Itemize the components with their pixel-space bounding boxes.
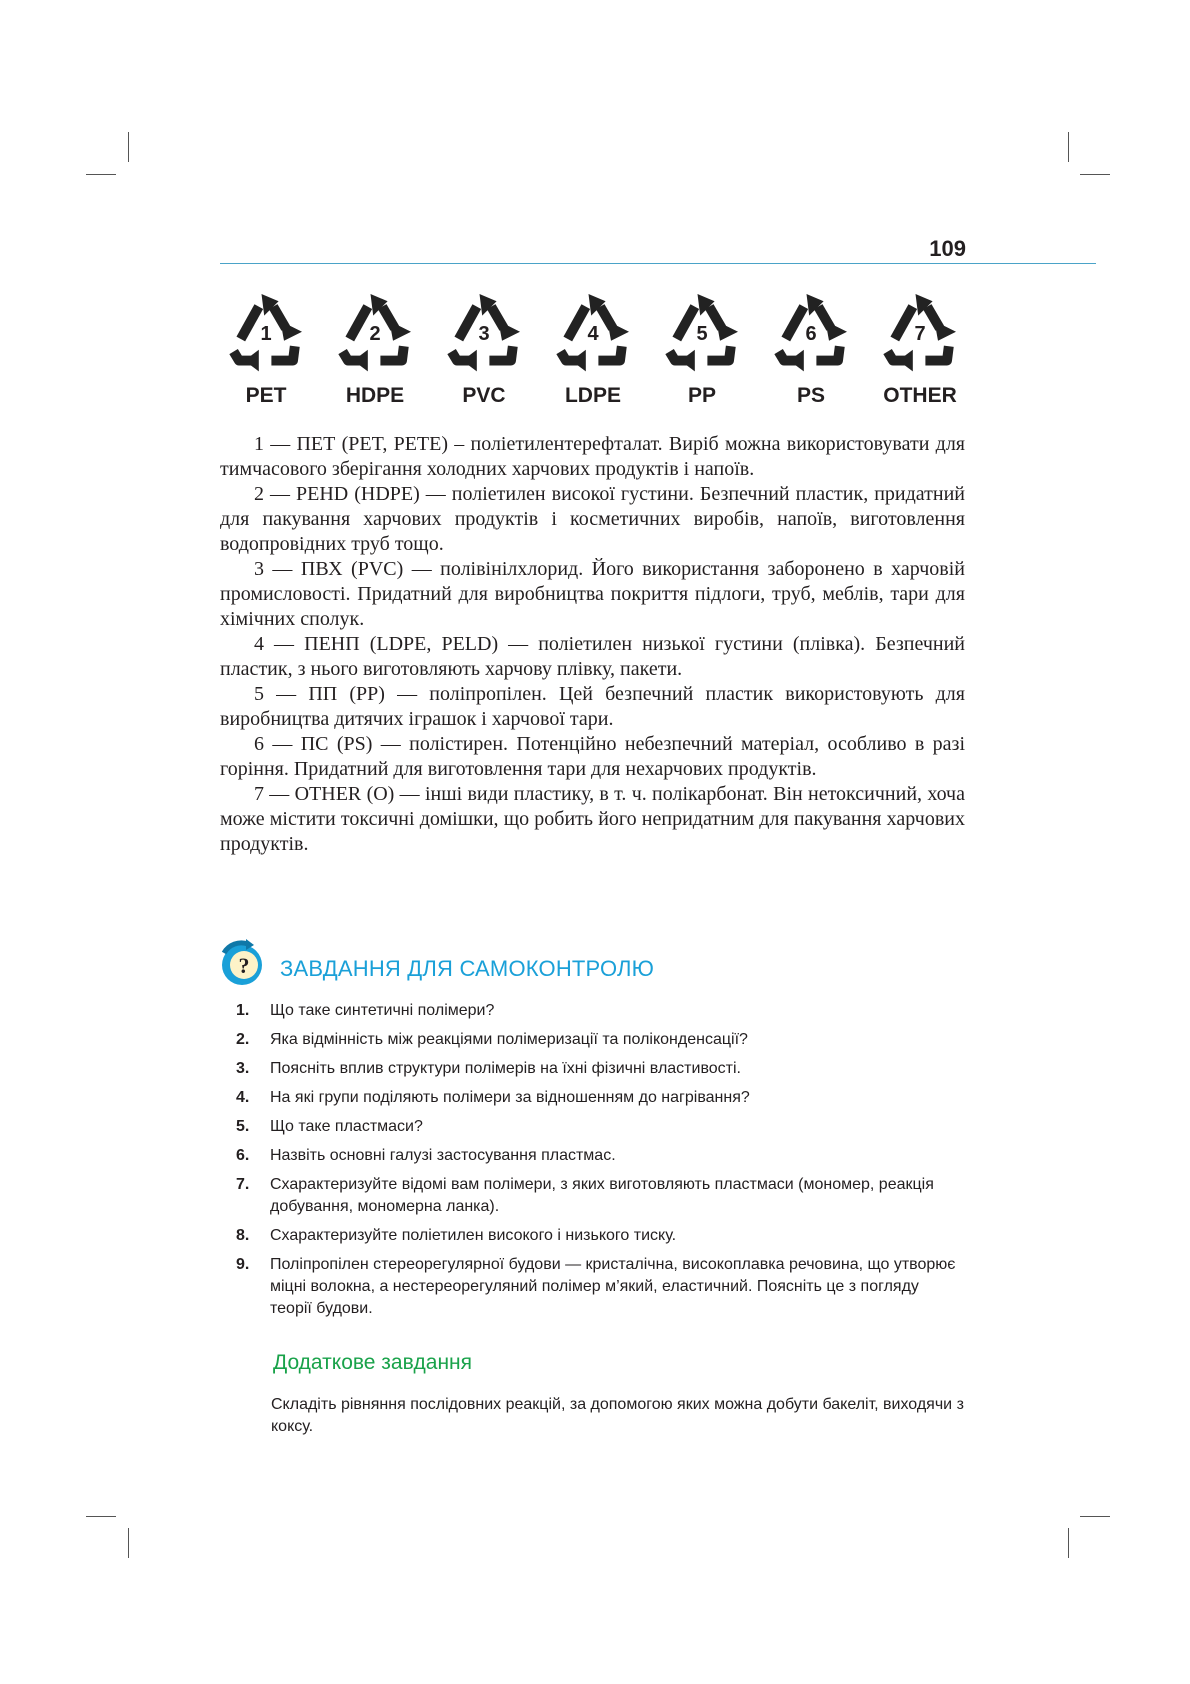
extra-task-text: Складіть рівняння послідовних реакцій, за допомогою яких можна добути бакеліт, виходячи з коксу. [271,1396,964,1435]
crop-mark [128,132,129,162]
recycling-code-label: OTHER [883,384,957,407]
recycling-code-3 [436,285,532,415]
plastic-description-7: 7 — OTHER (O) — інші види пластику, в т. ч. полікарбонат. Він нетоксичний, хоча може містити токсичні домішки, що робить його непридатним для пакування харчових продуктів. [220,783,965,855]
question-item [230,1254,965,1320]
question-text: Поліпропілен стереорегулярної будови — кристалічна, високоплавка речовина, що утворює міцні волокна, а нестереорегуляний полімер м’який, еластичний. Поясніть це з погляду теорії будови. [270,1256,956,1317]
extra-task-heading: Додаткове завдання [273,1351,473,1374]
question-text: Що таке пластмаси? [270,1118,423,1135]
recycling-code-number: 2 [369,323,381,345]
question-number: 5. [236,1118,250,1135]
recycling-code-number: 6 [805,323,817,345]
question-list [230,1000,965,1327]
recycling-code-label: PP [687,384,716,407]
question-number: 6. [236,1147,250,1164]
question-item [230,1145,965,1167]
recycling-code-4 [545,285,641,415]
crop-mark [1080,1516,1110,1517]
recycling-code-2 [327,285,423,415]
recycling-code-6 [763,285,859,415]
question-item [230,1058,965,1080]
recycling-code-label: PS [796,384,825,407]
question-number: 4. [236,1089,250,1106]
question-item [230,1225,965,1247]
recycling-code-7 [872,285,968,415]
question-item [230,1087,965,1109]
recycling-code-number: 5 [696,323,708,345]
plastic-description-5: 5 — ПП (PP) — поліпропілен. Цей безпечний пластик використовують для виробництва дитячих іграшок і харчової тари. [220,683,965,730]
question-text: Поясніть вплив структури полімерів на їхні фізичні властивості. [270,1060,741,1077]
page-number: 109 [929,236,966,261]
recycling-code-label: PET [245,384,287,407]
question-mark-icon [218,939,266,987]
crop-mark [1068,132,1069,162]
plastics-descriptions [220,432,965,857]
recycling-code-number: 3 [478,323,490,345]
plastic-description-1: 1 — ПЕТ (PET, PETE) – поліетилентерефталат. Виріб можна використовувати для тимчасового зберігання холодних харчових продуктів і напоїв. [220,433,965,480]
recycling-codes-row [218,285,978,415]
crop-mark [86,174,116,175]
question-text: Що таке синтетичні полімери? [270,1002,495,1019]
question-text: На які групи поділяють полімери за відношенням до нагрівання? [270,1089,750,1106]
header-rule [220,263,1096,264]
question-number: 2. [236,1031,250,1048]
crop-mark [1068,1528,1069,1558]
recycling-code-number: 1 [260,323,272,345]
question-item [230,1174,965,1218]
recycling-code-number: 7 [914,323,926,345]
recycling-code-number: 4 [587,323,599,345]
question-text: Схарактеризуйте відомі вам полімери, з яких виготовляють пластмаси (мономер, реакція добування, мономерна ланка). [270,1176,934,1215]
plastic-description-3: 3 — ПВХ (PVC) — полівінілхлорид. Його використання заборонено в харчовій промисловості. Придатний для виробництва покриття підлоги, труб, меблів, тари для хімічних сполук. [220,558,965,630]
question-item [230,1029,965,1051]
crop-mark [128,1528,129,1558]
question-text: Яка відмінність між реакціями полімеризації та поліконденсації? [270,1031,748,1048]
question-item [230,1116,965,1138]
plastic-description-2: 2 — PEHD (HDPE) — поліетилен високої густини. Безпечний пластик, придатний для пакування харчових продуктів і косметичних виробів, напоїв, виготовлення водопровідних труб тощо. [220,483,965,555]
recycling-code-1 [218,285,314,415]
crop-mark [86,1516,116,1517]
plastic-description-6: 6 — ПС (PS) — полістирен. Потенційно небезпечний матеріал, особливо в разі горіння. Придатний для виготовлення тари для нехарчових продуктів. [220,733,965,780]
recycling-code-5 [654,285,750,415]
question-number: 7. [236,1176,250,1193]
question-number: 8. [236,1227,250,1244]
recycling-code-label: HDPE [345,384,405,407]
question-text: Схарактеризуйте поліетилен високого і низького тиску. [270,1227,677,1244]
crop-mark [1080,174,1110,175]
recycling-code-label: PVC [462,384,506,407]
plastic-description-4: 4 — ПЕНП (LDPE, PELD) — поліетилен низької густини (плівка). Безпечний пластик, з нього виготовляють харчову плівку, пакети. [220,633,965,680]
question-number: 9. [236,1256,250,1273]
question-text: Назвіть основні галузі застосування пластмас. [270,1147,616,1164]
recycling-code-label: LDPE [564,384,621,407]
self-check-heading: ЗАВДАННЯ ДЛЯ САМОКОНТРОЛЮ [280,956,655,981]
svg-text:?: ? [238,953,250,978]
question-item [230,1000,965,1022]
question-number: 3. [236,1060,250,1077]
question-number: 1. [236,1002,250,1019]
